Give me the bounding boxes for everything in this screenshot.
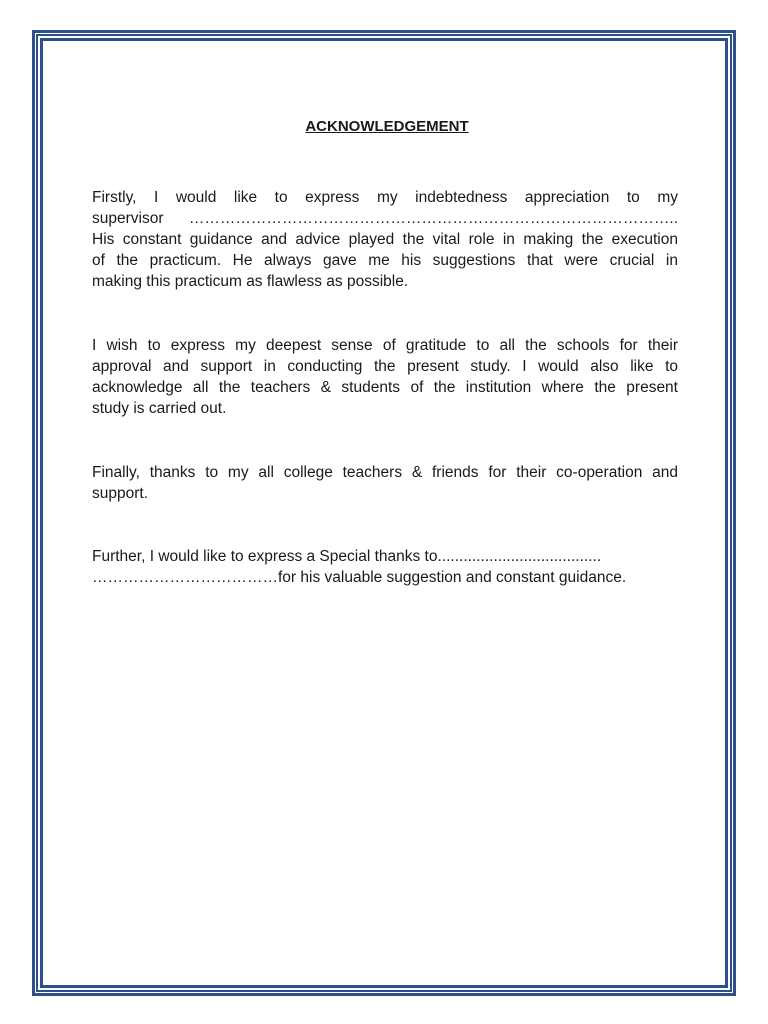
paragraph-line: acknowledge all the teachers & students of the institution where the present [92,379,678,396]
paragraph-line: support. [92,485,149,502]
paragraph-college [92,462,678,504]
paragraph-line: of the practicum. He always gave me his suggestions that were crucial in [92,252,678,269]
paragraph-special-thanks [92,546,678,588]
paragraph-line: supervisor ………………………………………………………………………………….. [92,210,678,227]
paragraph-supervisor [92,187,678,292]
paragraph-line: His constant guidance and advice played the vital role in making the execution [92,231,678,248]
page-title: ACKNOWLEDGEMENT [305,118,469,135]
paragraph-schools [92,335,678,419]
paragraph-line: I wish to express my deepest sense of gratitude to all the schools for their [92,337,678,354]
paragraph-line: making this practicum as flawless as possible. [92,273,409,290]
paragraph-line: ………………………………for his valuable suggestion and constant guidance. [92,569,627,586]
document-body [92,116,678,588]
paragraph-line: Further, I would like to express a Special thanks to...................................... [92,548,602,565]
paragraph-line: Firstly, I would like to express my indebtedness appreciation to my [92,189,678,206]
paragraph-line: approval and support in conducting the present study. I would also like to [92,358,678,375]
paragraph-line: study is carried out. [92,400,227,417]
paragraph-line: Finally, thanks to my all college teachers & friends for their co-operation and [92,464,678,481]
